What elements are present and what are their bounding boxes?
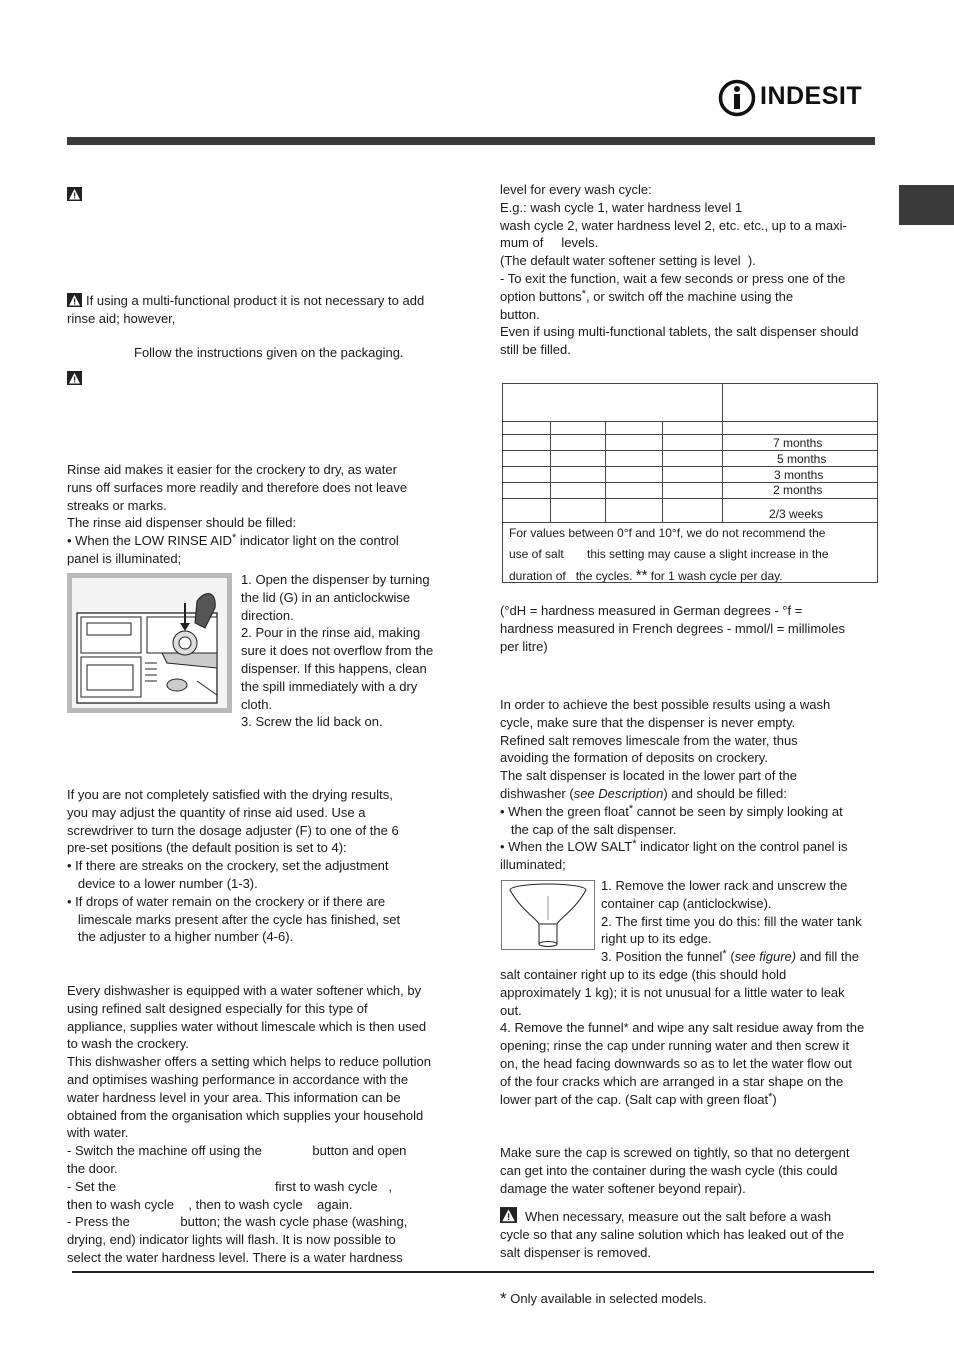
salt-text xyxy=(500,696,848,874)
rinse-aid-dispenser-figure xyxy=(67,573,232,713)
footnote-star: * xyxy=(581,287,586,300)
text-line: dishwasher ( xyxy=(500,785,574,801)
text-line: - To exit the function, wait a few seconds or press one of the xyxy=(500,270,846,286)
rinse-adjust-text xyxy=(67,786,400,946)
text-line: on, the head facing downwards so as to let the water flow out xyxy=(500,1055,852,1071)
text-line: cloth. xyxy=(241,696,273,712)
salt-funnel-figure xyxy=(501,880,595,950)
text-line: limescale marks present after the cycle has finished, set xyxy=(67,911,401,927)
footnote-star: * xyxy=(632,838,637,851)
text-line: option buttons xyxy=(500,288,582,304)
table-row xyxy=(723,467,877,483)
text-line: level for every wash cycle: xyxy=(500,182,652,197)
table-row xyxy=(723,499,877,523)
table-header-right xyxy=(723,384,878,422)
table-row xyxy=(723,483,877,499)
warning-icon xyxy=(67,293,82,307)
text-line: dispenser. If this happens, clean xyxy=(241,660,427,676)
text-line: 1. Remove the lower rack and unscrew the xyxy=(601,878,848,893)
text-line: lower part of the cap. (Salt cap with green float xyxy=(500,1091,769,1107)
text-line: panel is illuminated; xyxy=(67,550,182,566)
text-line: right up to its edge. xyxy=(601,931,712,947)
text-line: The rinse aid dispenser should be filled: xyxy=(67,515,297,531)
text-line: 1. Open the dispenser by turning xyxy=(241,572,430,587)
text-line: see figure) xyxy=(734,949,797,965)
duration-cell: 2 months xyxy=(773,483,823,497)
rinse-steps xyxy=(241,571,433,731)
text-line: In order to achieve the best possible results using a wash xyxy=(500,697,831,712)
text-line: This dishwasher offers a setting which helps to reduce pollution xyxy=(67,1054,431,1070)
salt-measure-warning xyxy=(500,1207,844,1261)
warning-icon xyxy=(500,1207,517,1223)
water-softener-text xyxy=(67,982,431,1267)
text-line: rinse aid; however, xyxy=(67,310,176,326)
text-line: avoiding the formation of deposits on crockery. xyxy=(500,750,768,766)
text-line: water hardness level in your area. This information can be xyxy=(67,1089,401,1105)
text-line: Rinse aid makes it easier for the crockery to dry, as water xyxy=(67,462,397,477)
text-line: you may adjust the quantity of rinse aid used. Use a xyxy=(67,804,366,820)
text-line: damage the water softener beyond repair). xyxy=(500,1180,746,1196)
footnote-star: * xyxy=(628,802,634,815)
text-line: Make sure the cap is screwed on tightly, so that no detergent xyxy=(500,1145,850,1160)
duration-cell: 3 months xyxy=(774,468,824,482)
text-line: , or switch off the machine using the xyxy=(585,288,794,304)
text-line: container cap (anticlockwise). xyxy=(601,895,772,911)
text-line: 2. The first time you do this: fill the water tank xyxy=(601,913,862,929)
brand-name: INDESIT xyxy=(760,82,863,110)
footnote-star: * xyxy=(500,1289,507,1308)
text-line: button. xyxy=(500,306,540,322)
salt-steps xyxy=(601,877,862,966)
text-line: appliance, supplies water without limescale which is then used xyxy=(67,1018,427,1034)
text-line: • When the green float xyxy=(500,803,629,819)
text-line: ) xyxy=(772,1091,777,1107)
text-line: duration of the cycles. xyxy=(509,569,636,583)
text-line: wash cycle 2, water hardness level 2, etc. etc., up to a maxi- xyxy=(500,217,847,233)
text-line: Even if using multi-functional tablets, the salt dispenser should xyxy=(500,324,859,340)
brand-logo xyxy=(718,78,868,118)
text-line: then to wash cycle , then to wash cycle again. xyxy=(67,1196,353,1212)
text-line: • If drops of water remain on the crockery or if there are xyxy=(67,893,386,909)
text-line: - Switch the machine off using the button and open xyxy=(67,1143,407,1159)
text-line: the lid (G) in an anticlockwise xyxy=(241,589,411,605)
text-line: hardness measured in French degrees - mmol/l = millimoles xyxy=(500,620,845,636)
text-line: runs off surfaces more readily and therefore does not leave xyxy=(67,479,408,495)
table-row xyxy=(723,435,877,451)
text-line: indicator light on the control xyxy=(236,533,399,549)
text-line: (°dH = hardness measured in German degrees - °f = xyxy=(500,603,803,618)
hardness-units-note xyxy=(500,602,845,655)
text-line: ) and should be filled: xyxy=(663,785,787,801)
text-line: drying, end) indicator lights will flash. It is now possible to xyxy=(67,1232,396,1248)
text-line: pre-set positions (the default position is set to 4): xyxy=(67,840,347,856)
text-line: If you are not completely satisfied with the drying results, xyxy=(67,787,393,802)
text-line: salt container right up to its edge (this should hold xyxy=(500,967,787,982)
text-line: cycle, make sure that the dispenser is never empty. xyxy=(500,714,796,730)
text-line: sure it does not overflow from the xyxy=(241,643,434,659)
text-line: the adjuster to a higher number (4-6). xyxy=(67,929,294,945)
footer-rule xyxy=(72,1271,874,1273)
text-line: screwdriver to turn the dosage adjuster (F) to one of the 6 xyxy=(67,822,399,838)
text-line: salt dispenser is removed. xyxy=(500,1244,652,1260)
text-line: using refined salt designed especially for this type of xyxy=(67,1000,368,1016)
footnote-star: * xyxy=(722,948,727,961)
text-line: Every dishwasher is equipped with a water softener which, by xyxy=(67,983,422,998)
text-line: indicator light on the control panel is xyxy=(636,839,848,855)
footnote-star: * xyxy=(768,1090,773,1103)
water-hardness-table xyxy=(502,383,878,583)
text-line: see Description xyxy=(573,785,664,801)
duration-cell: 7 months xyxy=(773,436,823,450)
text-line: direction. xyxy=(241,607,294,623)
table-row xyxy=(723,451,877,467)
text-line: with water. xyxy=(67,1125,129,1141)
text-line: E.g.: wash cycle 1, water hardness level 1 xyxy=(500,199,743,215)
text-line: approximately 1 kg); it is not unusual for a little water to leak xyxy=(500,984,845,1000)
text-line: to wash the crockery. xyxy=(67,1036,189,1052)
text-line: For values between 0°f and 10°f, we do not recommend the xyxy=(509,526,826,540)
table-grid xyxy=(503,422,877,523)
text-line: 3. Position the funnel xyxy=(601,949,723,965)
text-line: obtained from the organisation which supplies your household xyxy=(67,1107,424,1123)
follow-instructions: Follow the instructions given on the packaging. xyxy=(134,345,404,360)
text-line: the cap of the salt dispenser. xyxy=(500,821,677,837)
text-line: 3. Screw the lid back on. xyxy=(241,714,383,730)
duration-cell: 2/3 weeks xyxy=(769,507,824,521)
text-line: - Press the button; the wash cycle phase (washing, xyxy=(67,1214,408,1230)
text-line: Refined salt removes limescale from the water, thus xyxy=(500,732,798,748)
text-line: device to a lower number (1-3). xyxy=(67,875,258,891)
table-note xyxy=(509,523,875,587)
footnote-text: Only available in selected models. xyxy=(510,1291,707,1306)
text-line: 4. Remove the funnel* and wipe any salt residue away from the xyxy=(500,1020,865,1036)
text-line: 2. Pour in the rinse aid, making xyxy=(241,625,421,641)
text-line: streaks or marks. xyxy=(67,497,167,513)
text-line: cycle so that any saline solution which has leaked out of the xyxy=(500,1226,844,1242)
text-line: and fill the xyxy=(796,949,859,965)
warning-icon xyxy=(67,371,82,385)
duration-cell: 5 months xyxy=(777,452,827,466)
text-line: - Set the first to wash cycle , xyxy=(67,1178,393,1194)
text-line: out. xyxy=(500,1002,522,1018)
text-line: of the four cracks which are arranged in a star shape on the xyxy=(500,1073,844,1089)
double-star: ** xyxy=(635,567,648,584)
text-line: The salt dispenser is located in the lower part of the xyxy=(500,768,797,784)
text-line: mum of levels. xyxy=(500,235,599,251)
text-line: When necessary, measure out the salt before a wash xyxy=(525,1209,832,1224)
text-line: the door. xyxy=(67,1160,118,1176)
footnote xyxy=(500,1290,707,1308)
warning-icon xyxy=(67,187,82,201)
text-line: cannot be seen by simply looking at xyxy=(633,803,843,819)
text-line: illuminated; xyxy=(500,857,566,873)
text-line: select the water hardness level. There is a water hardness xyxy=(67,1249,403,1265)
rinse-intro xyxy=(67,461,407,568)
cap-warning-text xyxy=(500,1144,850,1197)
header-rule xyxy=(67,137,875,145)
text-line: • If there are streaks on the crockery, set the adjustment xyxy=(67,858,389,874)
text-line: and optimises washing performance in accordance with the xyxy=(67,1071,409,1087)
text-line: can get into the container during the wash cycle (this could xyxy=(500,1162,838,1178)
text-line: • When the LOW SALT xyxy=(500,839,633,855)
text-line: for 1 wash cycle per day. xyxy=(647,569,783,583)
text-line: If using a multi-functional product it is not necessary to add xyxy=(86,293,425,308)
text-line: (The default water softener setting is level ). xyxy=(500,253,756,269)
text-line: ( xyxy=(726,949,735,965)
side-tab xyxy=(899,185,954,225)
footnote-star: * xyxy=(231,532,237,545)
hardness-level-text xyxy=(500,181,858,359)
text-line: use of salt this setting may cause a slight increase in the xyxy=(509,547,829,561)
salt-steps-continued xyxy=(500,966,864,1108)
indesit-logo-icon xyxy=(718,78,758,118)
text-line: still be filled. xyxy=(500,342,571,358)
text-line: • When the LOW RINSE AID xyxy=(67,533,232,549)
text-line: per litre) xyxy=(500,638,548,654)
text-line: the spill immediately with a dry xyxy=(241,678,418,694)
text-line: opening; rinse the cap under running water and then screw it xyxy=(500,1038,850,1054)
multifunctional-warning xyxy=(67,292,467,328)
table-header-left xyxy=(503,384,723,422)
